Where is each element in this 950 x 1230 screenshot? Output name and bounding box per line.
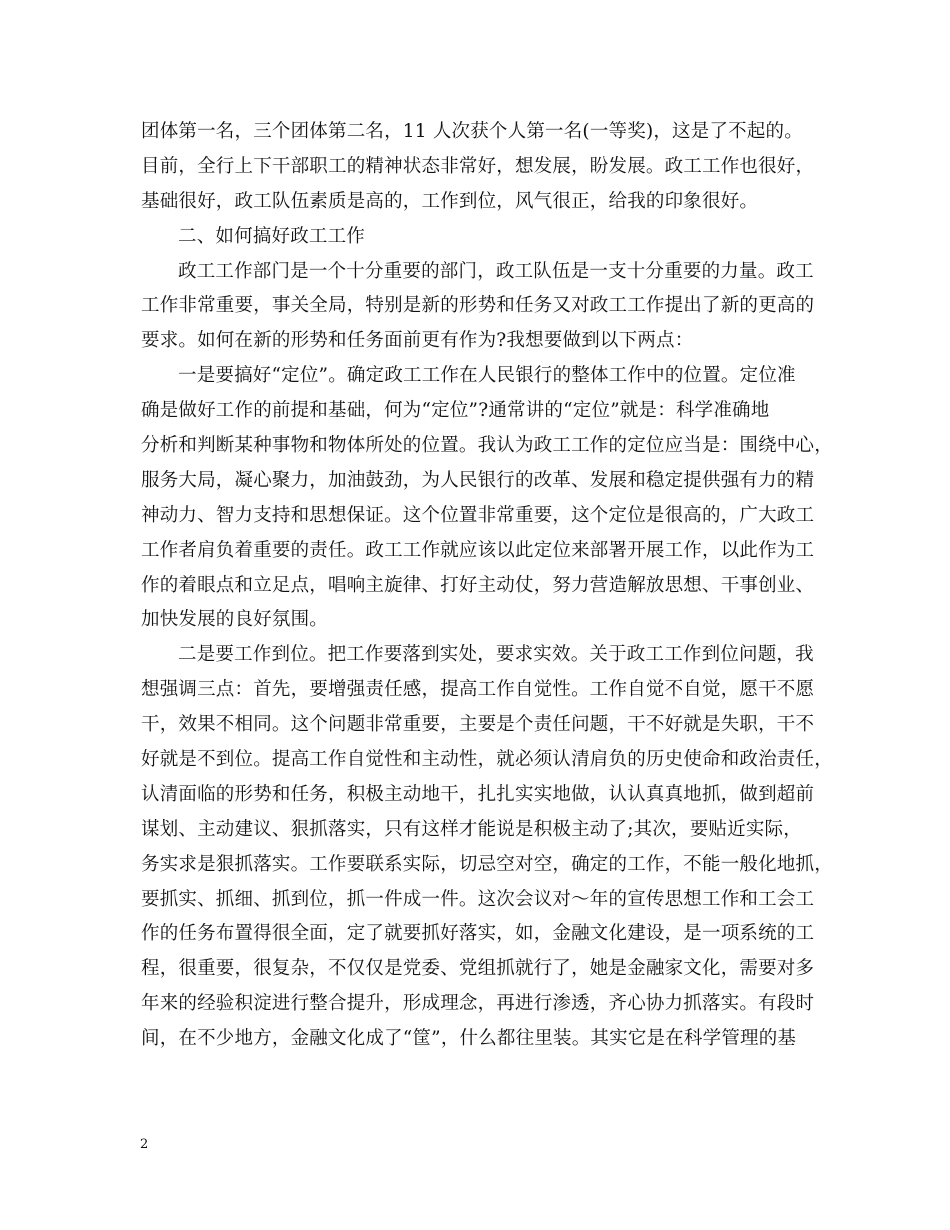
text-line: 分析和判断某种事物和物体所处的位置。我认为政工工作的定位应当是：围绕中心， (141, 435, 833, 457)
text-line: 二是要工作到位。把工作要落到实处，要求实效。关于政工工作到位问题，我 (178, 644, 814, 666)
text-line: 工作者肩负着重要的责任。政工工作就应该以此定位来部署开展工作，以此作为工 (141, 539, 815, 561)
text-line: 神动力、智力支持和思想保证。这个位置非常重要，这个定位是很高的，广大政工 (141, 504, 815, 526)
text-line: 工作非常重要，事关全局，特别是新的形势和任务又对政工工作提出了新的更高的 (141, 295, 815, 317)
text-line: 基础很好，政工队伍素质是高的，工作到位，风气很正，给我的印象很好。 (141, 190, 759, 212)
text-line: 一是要搞好“定位”。确定政工工作在人民银行的整体工作中的位置。定位准 (178, 365, 796, 387)
text-line: 干，效果不相同。这个问题非常重要，主要是个责任问题，干不好就是失职，干不 (141, 714, 815, 736)
text-line: 想强调三点：首先，要增强责任感，提高工作自觉性。工作自觉不自觉，愿干不愿 (141, 679, 815, 701)
text-line: 年来的经验积淀进行整合提升，形成理念，再进行渗透，齐心协力抓落实。有段时 (141, 993, 815, 1015)
text-line: 目前，全行上下干部职工的精神状态非常好，想发展，盼发展。政工工作也很好， (141, 155, 815, 177)
text-line: 政工工作部门是一个十分重要的部门，政工队伍是一支十分重要的力量。政工 (178, 260, 814, 282)
text-line: 作的任务布置得很全面，定了就要抓好落实，如，金融文化建设，是一项系统的工 (141, 923, 815, 945)
text-line: 团体第一名，三个团体第二名，11 人次获个人第一名(一等奖)，这是了不起的。 (141, 121, 803, 142)
text-line: 作的着眼点和立足点，唱响主旋律、打好主动仗，努力营造解放思想、干事创业、 (141, 574, 815, 596)
text-line: 要抓实、抓细、抓到位，抓一件成一件。这次会议对～年的宣传思想工作和工会工 (141, 888, 815, 910)
text-line: 程，很重要，很复杂，不仅仅是党委、党组抓就行了，她是金融家文化，需要对多 (141, 958, 815, 980)
text-line: 要求。如何在新的形势和任务面前更有作为?我想要做到以下两点： (141, 330, 694, 352)
text-line: 加快发展的良好氛围。 (141, 609, 329, 631)
text-line: 谋划、主动建议、狠抓落实，只有这样才能说是积极主动了;其次，要贴近实际， (141, 818, 802, 840)
text-line: 务实求是狠抓落实。工作要联系实际，切忌空对空，确定的工作，不能一般化地抓， (141, 853, 833, 875)
document-body (141, 115, 831, 1057)
text-line: 间，在不少地方，金融文化成了“筐”，什么都往里装。其实它是在科学管理的基 (141, 1028, 797, 1050)
text-line: 认清面临的形势和任务，积极主动地干，扎扎实实地做，认认真真地抓，做到超前 (141, 783, 815, 805)
text-line: 好就是不到位。提高工作自觉性和主动性，就必须认清肩负的历史使命和政治责任， (141, 749, 833, 771)
page-number: 2 (140, 1137, 149, 1152)
text-line: 服务大局，凝心聚力，加油鼓劲，为人民银行的改革、发展和稳定提供强有力的精 (141, 469, 815, 491)
text-line: 确是做好工作的前提和基础，何为“定位”?通常讲的“定位”就是：科学准确地 (141, 400, 770, 422)
text-line: 二、如何搞好政工工作 (178, 225, 366, 247)
